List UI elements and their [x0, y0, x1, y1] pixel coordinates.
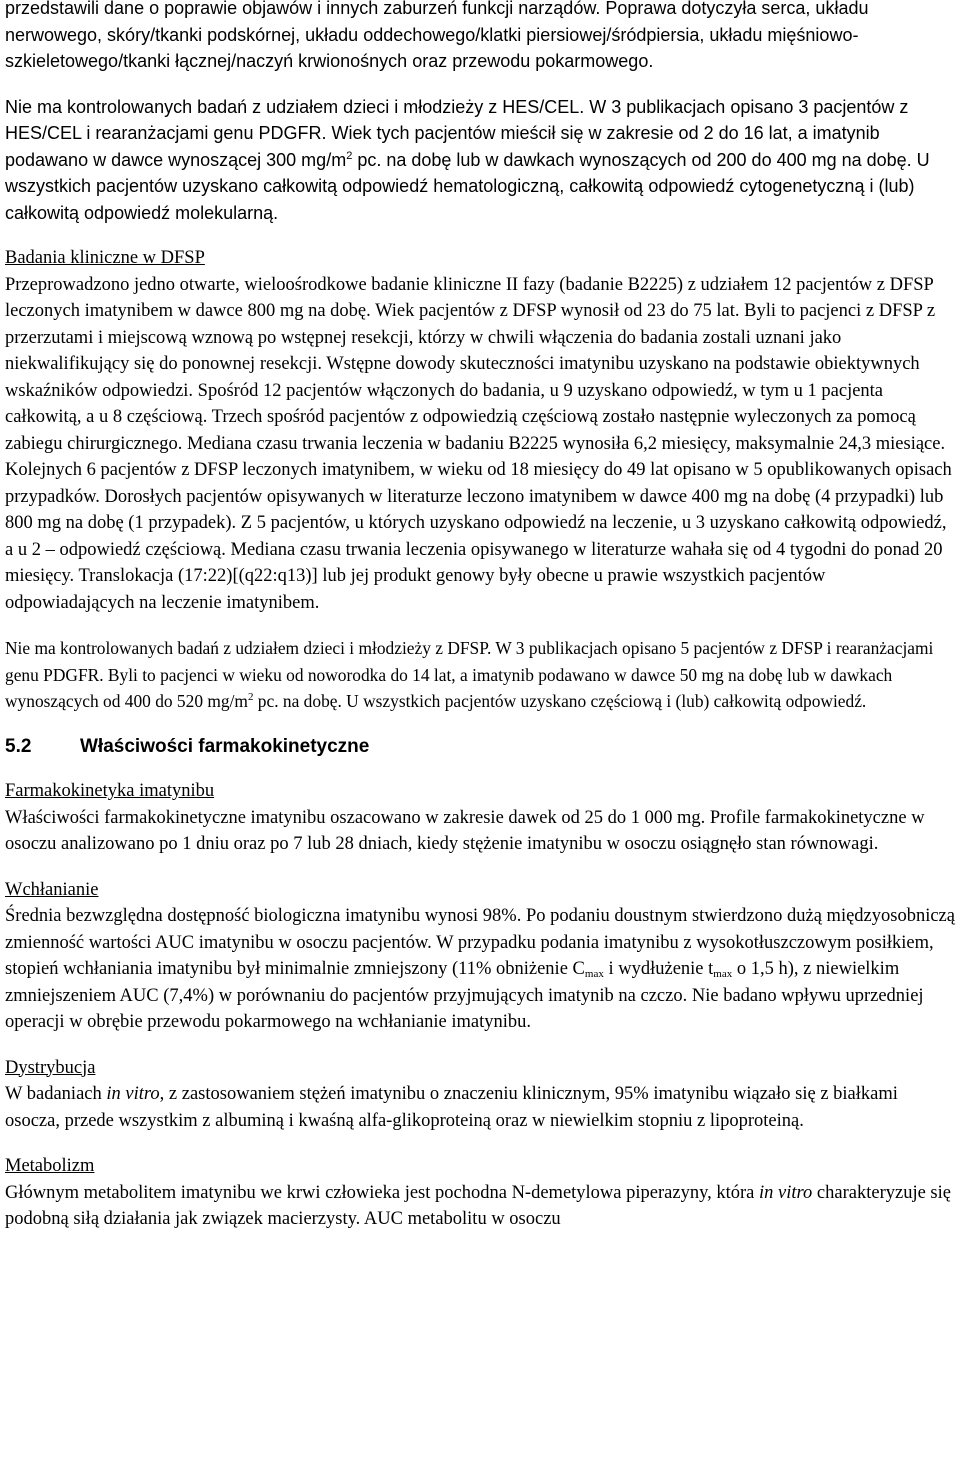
text-run: pc. na dobę lub w dawkach wynoszących od 200 do 400 mg na dobę. U wszystkich pacjentów uzyskano całkowitą odpowiedź hematologiczną, całkowitą odpowiedź cytogenetyczną i (lub) całkowitą odpowiedź molekularną.	[5, 149, 930, 223]
paragraph-pharmacokinetics: Właściwości farmakokinetyczne imatynibu oszacowano w zakresie dawek od 25 do 1 000 mg. Profile farmakokinetyczne w osoczu analizowano po 1 dniu oraz po 7 lub 28 dniach, kiedy stężenie imatynibu w osoczu osiągnęło stan równowagi.	[5, 807, 925, 854]
text-run: Nie ma kontrolowanych badań z udziałem dzieci i młodzieży z DFSP. W 3 publikacjach opisano 5 pacjentów z DFSP i rearanżacjami genu PDGFR. Byli to pacjenci w wieku od noworodka do 14 lat, a imatynib podawano w dawce 50 mg na dobę lub w dawkach wynoszących od 400 do 520 mg/m	[5, 638, 934, 711]
superscript: 2	[346, 149, 353, 162]
subheading-metabolism: Metabolizm	[5, 1156, 95, 1176]
paragraph-dfsp-study: Przeprowadzono jedno otwarte, wieloośrodkowe badanie kliniczne II fazy (badanie B2225) z udziałem 12 pacjentów z DFSP leczonych imatynibem w dawce 800 mg na dobę. Wiek pacjentów z DFSP wynosił od 23 do 75 lat. Byli to pacjenci z DFSP z przerzutami i miejscową wznową po wstępnej resekcji, którzy w chwili włączenia do badania zostali uznani jako niekwalifikujący się do ponownej resekcji. Wstępne dowody skuteczności imatynibu uzyskano na podstawie obiektywnych wskaźników odpowiedzi. Spośród 12 pacjentów włączonych do badania, u 9 uzyskano odpowiedź, w tym u 1 pacjenta całkowitą, a u 8 częściową. Trzech spośród pacjentów z odpowiedzią częściową zostało następnie wyleczonych za pomocą zabiegu chirurgicznego. Mediana czasu trwania leczenia w badaniu B2225 wynosiła 6,2 miesięcy, maksymalnie 24,3 miesiące. Kolejnych 6 pacjentów z DFSP leczonych imatynibem, w wieku od 18 miesięcy do 49 lat opisano w 5 opublikowanych opisach przypadków. Dorosłych pacjentów opisywanych w literaturze leczono imatynibem w dawce 400 mg na dobę (4 przypadki) lub 800 mg na dobę (1 przypadek). Z 5 pacjentów, u których uzyskano odpowiedź na leczenie, u 3 uzyskano całkowitą odpowiedź, a u 2 – odpowiedź częściową. Mediana czasu trwania leczenia opisywanego w literaturze wahała się od 4 tygodni do ponad 20 miesięcy. Translokacja (17:22)[(q22:q13)] lub jej produkt genowy były obecne u prawie wszystkich pacjentów odpowiadających na leczenie imatynibem.	[5, 274, 952, 613]
text-run: Głównym metabolitem imatynibu we krwi człowieka jest pochodna N-demetylowa piperazyny, która	[5, 1182, 760, 1203]
text-run: , z zastosowaniem stężeń imatynibu o znaczeniu klinicznym, 95% imatynibu wiązało się z białkami osocza, przede wszystkim z albuminą i kwaśną alfa-glikoproteiną oraz w niewielkim stopniu z lipoproteiną.	[5, 1084, 898, 1131]
text-run: Nie ma kontrolowanych badań z udziałem dzieci i młodzieży z HES/CEL. W 3 publikacjach opisano 3 pacjentów z HES/CEL i rearanżacjami genu PDGFR. Wiek tych pacjentów mieścił się w zakresie od 2 do 16 lat, a imatynib podawano w dawce wynoszącej 300 mg/m	[5, 96, 909, 170]
paragraph-organ-improvement: przedstawili dane o poprawie objawów i innych zaburzeń funkcji narządów. Poprawa dotyczyła serca, układu nerwowego, skóry/tkanki podskórnej, układu oddechowego/klatki piersiowej/śródpiersia, układu mięśniowo-szkieletowego/tkanki łącznej/naczyń krwionośnych oraz przewodu pokarmowego.	[5, 0, 869, 71]
text-run: pc. na dobę. U wszystkich pacjentów uzyskano częściową i (lub) całkowitą odpowiedź.	[253, 691, 867, 711]
subheading-absorption: Wchłanianie	[5, 879, 99, 900]
italic-term: in vitro	[106, 1084, 160, 1104]
section-number: 5.2	[5, 735, 32, 757]
subscript: max	[584, 968, 604, 980]
subheading-distribution: Dystrybucja	[5, 1057, 96, 1078]
section-absorption	[5, 877, 955, 1036]
superscript: 2	[247, 691, 254, 703]
subheading-dfsp-trials: Badania kliniczne w DFSP	[5, 248, 205, 268]
italic-term: in vitro	[759, 1182, 813, 1203]
paragraph-distribution	[5, 1081, 955, 1134]
text-run: o 1,5 h), z niewielkim zmniejszeniem AUC (7,4%) w porównaniu do pacjentów przyjmujących imatynib na czczo. Nie badano wpływu uprzedniej operacji w obrębie przewodu pokarmowego na wchłanianie imatynibu.	[5, 959, 924, 1032]
paragraph-absorption	[5, 903, 955, 1036]
subscript: max	[713, 968, 733, 980]
text-run: W badaniach	[5, 1084, 107, 1104]
section-title: Właściwości farmakokinetyczne	[80, 735, 370, 757]
text-run: Średnia bezwzględna dostępność biologiczna imatynibu wynosi 98%. Po podaniu doustnym stwierdzono dużą międzyosobniczą zmienność wartości AUC imatynibu w osoczu pacjentów. W przypadku podania imatynibu z wysokotłuszczowym posiłkiem, stopień wchłaniania imatynibu był minimalnie zmniejszony (11% obniżenie C	[5, 906, 955, 979]
text-run: i wydłużenie t	[603, 959, 714, 979]
section-heading	[5, 734, 955, 761]
paragraph-dfsp-pediatric	[5, 635, 955, 715]
section-pharmacokinetics	[5, 778, 955, 858]
paragraph-hes-cel-pediatric	[5, 94, 955, 227]
document-page	[5, 0, 955, 1252]
text-run: charakteryzuje się podobną siłą działania jak związek macierzysty. AUC metabolitu w osoczu	[5, 1182, 951, 1229]
section-metabolism	[5, 1153, 955, 1233]
paragraph-metabolism	[5, 1180, 955, 1233]
section-distribution	[5, 1055, 955, 1135]
section-dfsp-trials	[5, 245, 955, 616]
subheading-pharmacokinetics: Farmakokinetyka imatynibu	[5, 781, 215, 801]
